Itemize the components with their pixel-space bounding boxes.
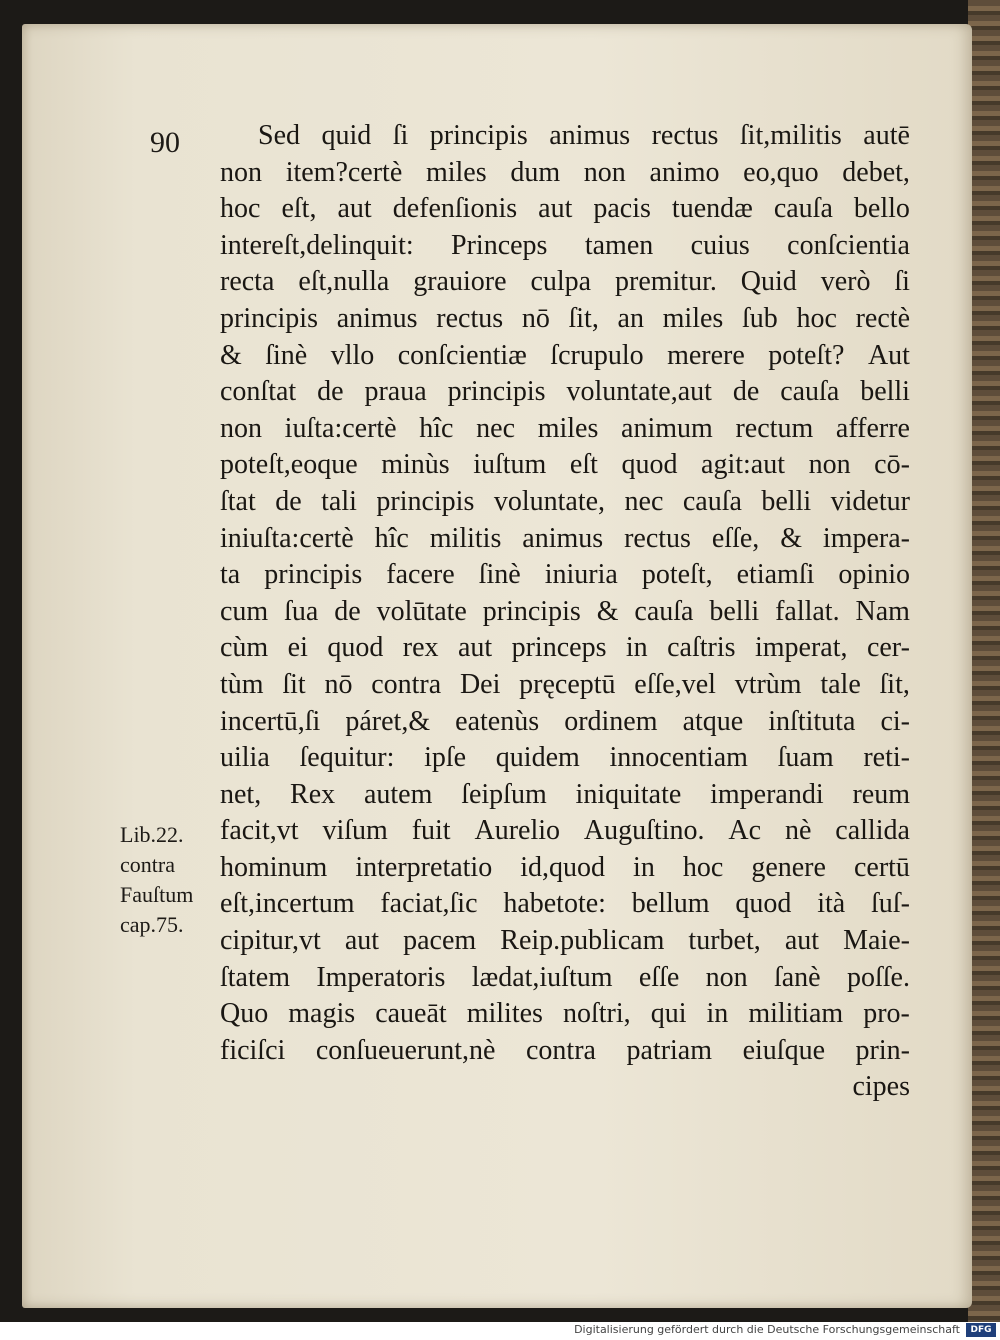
text-line: non item?certè miles dum non animo eo,quo debet, — [220, 156, 910, 188]
footer-credit: Digitalisierung gefördert durch die Deutsche Forschungsgemeinschaft — [574, 1323, 960, 1336]
text-line: Sed quid ſi principis animus rectus ſit,militis autē — [258, 120, 910, 151]
text-line: tùm ſit nō contra Dei pręceptū eſſe,vel vtrùm tale ſit, — [220, 668, 910, 700]
page-number: 90 — [150, 126, 180, 159]
margin-note-line: cap.75. — [120, 912, 184, 937]
text-line: ſtatem Imperatoris lædat,iuſtum eſſe non ſanè poſſe. — [220, 961, 910, 993]
text-line: facit,vt viſum fuit Aurelio Auguſtino. Ac nè callida — [220, 815, 910, 847]
text-line: cipitur,vt aut pacem Reip.publicam turbet, aut Maie- — [220, 925, 910, 957]
catchword: cipes — [852, 1071, 910, 1103]
margin-note-line: Lib.22. — [120, 822, 184, 847]
text-line: ficiſci conſueuerunt,nè contra patriam eiuſque prin- — [220, 1034, 910, 1066]
text-line: & ſinè vllo conſcientiæ ſcrupulo merere poteſt? Aut — [220, 339, 910, 371]
text-line: conſtat de praua principis voluntate,aut de cauſa belli — [220, 376, 910, 408]
text-line: intereſt,delinquit: Princeps tamen cuius conſcientia — [220, 229, 910, 261]
text-line: ta principis facere ſinè iniuria poteſt, etiamſi opinio — [220, 559, 910, 591]
margin-note-line: Fauſtum — [120, 882, 194, 907]
margin-note — [120, 820, 193, 940]
body-text — [220, 118, 910, 1106]
text-line: iniuſta:certè hîc militis animus rectus eſſe, & impera- — [220, 522, 910, 554]
text-line: net, Rex autem ſeipſum iniquitate imperandi reum — [220, 778, 910, 810]
margin-note-line: contra — [120, 852, 175, 877]
book-spine — [968, 0, 1000, 1322]
text-line: cùm ei quod rex aut princeps in caſtris imperat, cer- — [220, 632, 910, 664]
text-line: non iuſta:certè hîc nec miles animum rectum afferre — [220, 412, 910, 444]
text-line: eſt,incertum faciat,ſic habetote: bellum quod ità ſuſ- — [220, 888, 910, 920]
text-line: principis animus rectus nō ſit, an miles ſub hoc rectè — [220, 302, 910, 334]
text-line: incertū,ſi páret,& eatenùs ordinem atque inſtituta ci- — [220, 705, 910, 737]
text-line: Quo magis caueāt milites noſtri, qui in militiam pro- — [220, 998, 910, 1030]
text-line: recta eſt,nulla grauiore culpa premitur. Quid verò ſi — [220, 266, 910, 298]
text-line: cum ſua de volūtate principis & cauſa belli fallat. Nam — [220, 595, 910, 627]
text-line: poteſt,eoque minùs iuſtum eſt quod agit:aut non cō- — [220, 449, 910, 481]
text-line: ſtat de tali principis voluntate, nec cauſa belli videtur — [220, 485, 910, 517]
text-line: hoc eſt, aut defenſionis aut pacis tuendæ cauſa bello — [220, 193, 910, 225]
text-line: hominum interpretatio id,quod in hoc genere certū — [220, 851, 910, 883]
text-line: uilia ſequitur: ipſe quidem innocentiam ſuam reti- — [220, 742, 910, 774]
dfg-logo: DFG — [966, 1323, 996, 1337]
